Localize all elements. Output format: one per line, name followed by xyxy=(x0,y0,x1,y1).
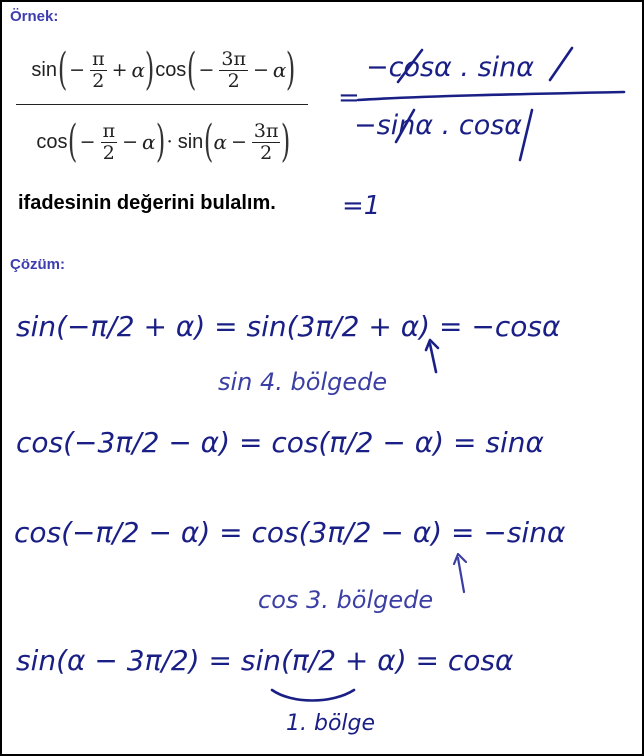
den-alpha-1: α xyxy=(141,130,156,154)
handwriting-layer xyxy=(2,2,642,754)
num-alpha-1: α xyxy=(131,58,146,82)
hw-result: =1 xyxy=(342,191,381,221)
hw-note-3: cos 3. bölgede xyxy=(258,586,434,614)
hw-fraction-denominator: −sinα . cosα xyxy=(354,110,523,141)
hw-fraction-numerator: −cosα . sinα xyxy=(366,52,535,83)
den-minus-2: − xyxy=(122,131,138,153)
den-minus-3: − xyxy=(230,131,247,153)
num-frac-1: $\frac{\pi}{2}$ xyxy=(92,47,105,92)
num-alpha-2: α xyxy=(272,58,287,82)
arrow-head-3 xyxy=(454,554,466,564)
hw-underbrace xyxy=(272,690,354,701)
paren-close: ) xyxy=(144,44,155,95)
den-minus: − xyxy=(79,131,96,153)
den-dot: · xyxy=(166,131,173,153)
num-func-2: cos xyxy=(155,58,187,81)
num-minus: − xyxy=(69,59,86,81)
problem-statement: ifadesinin değerini bulalım. xyxy=(18,192,276,214)
hw-note-4: 1. bölge xyxy=(286,711,376,736)
arrow-up-1 xyxy=(430,344,436,372)
num-frac-2: $\frac{3\pi}{2}$ xyxy=(221,47,246,92)
hw-line-2: cos(−3π/2 − α) = cos(π/2 − α) = sinα xyxy=(16,426,544,459)
den-func-2: sin xyxy=(177,130,204,153)
arrow-up-3 xyxy=(458,558,464,592)
paren-close: ) xyxy=(286,44,296,95)
den-alpha-2: α xyxy=(213,130,227,154)
num-minus-2: − xyxy=(198,59,215,81)
paren-close: ) xyxy=(155,116,165,167)
paren-open: ( xyxy=(57,44,68,95)
paren-close: ) xyxy=(281,116,291,167)
den-frac-1: $\frac{\pi}{2}$ xyxy=(102,119,116,164)
hw-note-1: sin 4. bölgede xyxy=(218,368,388,396)
hw-line-3: cos(−π/2 − α) = cos(3π/2 − α) = −sinα xyxy=(14,516,566,549)
den-frac-2: $\frac{3\pi}{2}$ xyxy=(253,119,279,164)
paren-open: ( xyxy=(187,44,197,95)
num-func-1: sin xyxy=(31,58,57,81)
example-label: Örnek: xyxy=(10,8,59,25)
num-minus-3: − xyxy=(252,59,269,81)
cancel-stroke-2 xyxy=(550,48,572,80)
hw-line-4: sin(α − 3π/2) = sin(π/2 + α) = cosα xyxy=(16,644,514,677)
den-func-1: cos xyxy=(36,130,68,153)
hw-equals-1: = xyxy=(338,83,360,113)
paren-open: ( xyxy=(204,116,214,167)
hw-fraction-bar xyxy=(358,92,624,100)
num-plus: + xyxy=(111,59,128,81)
solution-label: Çözüm: xyxy=(10,256,65,273)
hw-line-1: sin(−π/2 + α) = sin(3π/2 + α) = −cosα xyxy=(16,310,561,343)
paren-open: ( xyxy=(68,116,78,167)
